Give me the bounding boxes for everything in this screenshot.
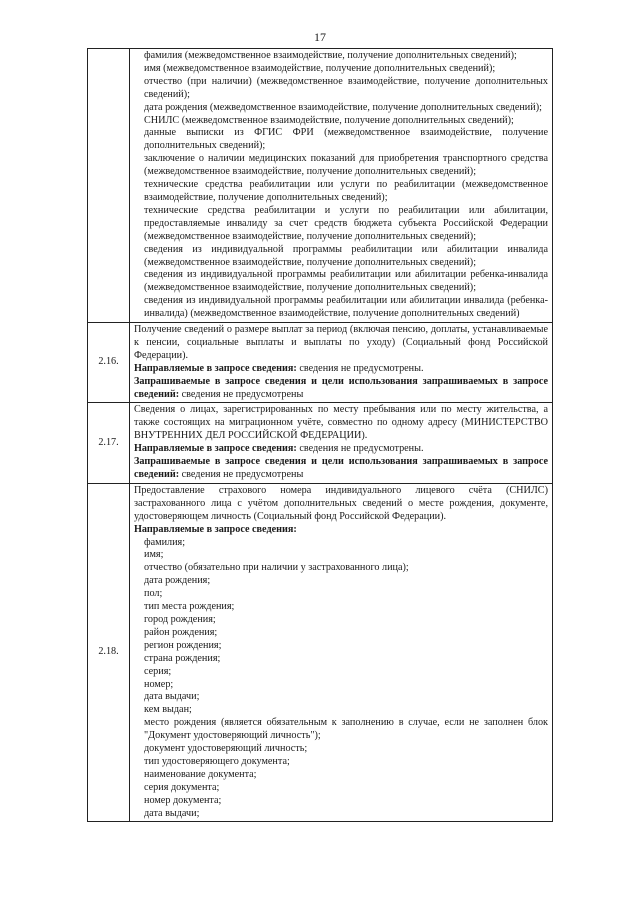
requested-info: [134, 376, 548, 402]
row-number: 2.18.: [88, 483, 130, 822]
sent-value: сведения не предусмотрены.: [296, 362, 424, 374]
list-item: пол;: [144, 588, 163, 600]
list-item: район рождения;: [144, 626, 218, 638]
list-item: фамилия;: [144, 536, 186, 548]
list-item: дата выдачи;: [144, 807, 200, 819]
row-description: Сведения о лицах, зарегистрированных по месту пребывания или по месту жительства, а также состоящих на миграционном учёте, совместно по одному адресу (МИНИСТЕРСТВО ВНУТРЕННИХ ДЕЛ РОССИЙСКОЙ ФЕДЕРАЦИИ).: [134, 404, 548, 442]
requirements-table: [87, 48, 553, 822]
list-item: СНИЛС (межведомственное взаимодействие, получение дополнительных сведений);: [144, 114, 514, 126]
sent-info: [134, 363, 548, 376]
table-row: [88, 483, 553, 822]
row-content: [130, 323, 553, 403]
list-item: номер документа;: [144, 794, 222, 806]
requested-label: Запрашиваемые в запросе сведения и цели использования запрашиваемых в запросе сведений:: [134, 456, 548, 480]
list-item: имя;: [144, 549, 164, 561]
sent-info: [134, 443, 548, 456]
requested-value: сведения не предусмотрены: [179, 469, 304, 480]
list-item: тип места рождения;: [144, 601, 235, 613]
list-item: сведения из индивидуальной программы реабилитации или абилитации инвалида (межведомственное взаимодействие, получение дополнительных сведений);: [144, 243, 548, 268]
list-item: документ удостоверяющий личность;: [144, 743, 308, 755]
table-row: [88, 49, 553, 323]
list-item: серия документа;: [144, 781, 220, 793]
list-item: наименование документа;: [144, 768, 257, 780]
list-item: дата рождения (межведомственное взаимодействие, получение дополнительных сведений);: [144, 101, 542, 113]
list-item: кем выдан;: [144, 704, 192, 716]
list-item: заключение о наличии медицинских показаний для приобретения транспортного средства (межведомственное взаимодействие, получение дополнительных сведений);: [144, 153, 548, 178]
list-item: город рождения;: [144, 613, 216, 625]
list-item: регион рождения;: [144, 639, 222, 651]
list-item: сведения из индивидуальной программы реабилитации или абилитации инвалида (ребенка-инвалида) (межведомственное взаимодействие, получение дополнительных сведений): [144, 295, 548, 320]
list-item: отчество (при наличии) (межведомственное взаимодействие, получение дополнительных сведений);: [144, 75, 548, 100]
list-item: отчество (обязательно при наличии у застрахованного лица);: [144, 562, 409, 574]
requested-label: Запрашиваемые в запросе сведения и цели использования запрашиваемых в запросе сведений:: [134, 375, 548, 400]
sent-info: [134, 524, 548, 537]
sent-label: Направляемые в запросе сведения:: [134, 362, 297, 374]
list-item: тип удостоверяющего документа;: [144, 755, 290, 767]
row-content: [130, 483, 553, 822]
sent-label: Направляемые в запросе сведения:: [134, 523, 297, 535]
list-item: номер;: [144, 678, 174, 690]
requested-value: сведения не предусмотрены: [179, 388, 304, 400]
row-description: Предоставление страхового номера индивидуального лицевого счёта (СНИЛС) застрахованного лица с учётом дополнительных сведений о месте рождения, документе, удостоверяющем личность (Социальный фонд Российской Федерации).: [134, 484, 548, 522]
row-number: 2.17.: [88, 403, 130, 483]
sent-label: Направляемые в запросе сведения:: [134, 443, 297, 455]
list-item: имя (межведомственное взаимодействие, получение дополнительных сведений);: [144, 62, 496, 74]
row-number: [88, 49, 130, 323]
row-content: [130, 403, 553, 483]
list-item: технические средства реабилитации и услуги по реабилитации или абилитации, предоставляемые инвалиду за счет средств бюджета субъекта Российской Федерации (межведомственное взаимодействие, получение дополнительных сведений);: [144, 204, 548, 242]
sent-value: сведения не предусмотрены.: [296, 443, 424, 455]
list-item: данные выписки из ФГИС ФРИ (межведомственное взаимодействие, получение дополнительных сведений);: [144, 127, 548, 152]
requested-info: [134, 456, 548, 482]
row-number: 2.16.: [88, 323, 130, 403]
table-row: [88, 403, 553, 483]
list-item: место рождения (является обязательным к заполнению в случае, если не заполнен блок "Документ удостоверяющий личность");: [144, 717, 548, 742]
row-description: Получение сведений о размере выплат за период (включая пенсию, доплаты, устанавливаемые к пенсии, социальные выплаты и выплаты по уходу) (Социальный фонд Российской Федерации).: [134, 324, 548, 361]
row-content: [130, 49, 553, 323]
list-item: технические средства реабилитации или услуги по реабилитации (межведомственное взаимодействие, получение дополнительных сведений);: [144, 179, 548, 203]
list-item: серия;: [144, 665, 172, 677]
page-number: 17: [314, 30, 326, 44]
list-item: страна рождения;: [144, 652, 221, 664]
list-item: дата выдачи;: [144, 691, 200, 703]
list-item: сведения из индивидуальной программы реабилитации или абилитации ребенка-инвалида (межведомственное взаимодействие, получение дополнительных сведений);: [144, 269, 548, 294]
list-item: дата рождения;: [144, 575, 211, 587]
table-row: [88, 323, 553, 403]
list-item: фамилия (межведомственное взаимодействие, получение дополнительных сведений);: [144, 50, 517, 61]
